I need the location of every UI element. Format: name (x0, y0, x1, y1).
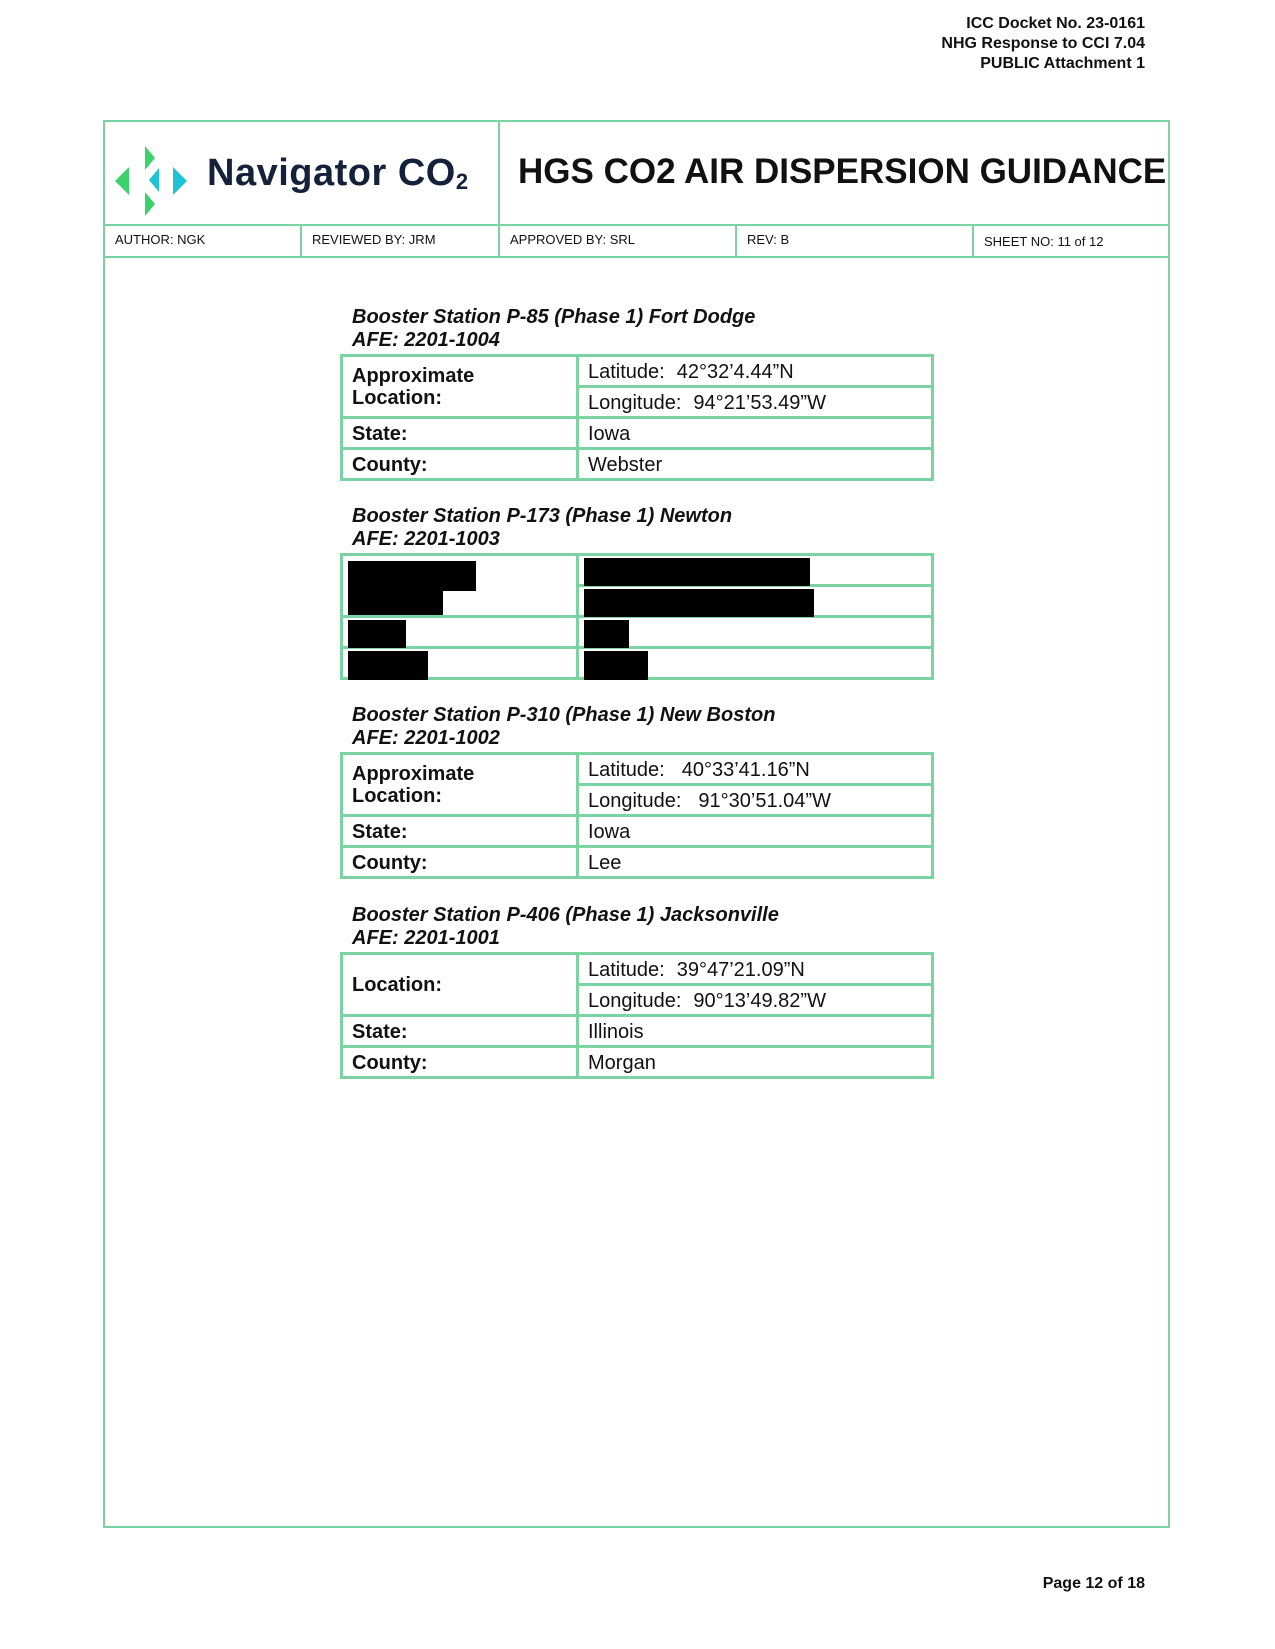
station-table (340, 952, 934, 1079)
state-value: Illinois (578, 1016, 933, 1047)
redacted-longitude (578, 586, 933, 617)
station-title: Booster Station P-406 (Phase 1) Jacksonville (352, 904, 779, 926)
station-newton (340, 505, 934, 680)
page-number: Page 12 of 18 (1042, 1575, 1145, 1592)
station-new-boston (340, 704, 934, 879)
station-table (340, 752, 934, 879)
logo-wordmark: Navigator $CO_2$ (207, 152, 469, 194)
navigator-logo-icon (115, 146, 189, 216)
redacted-state-value (578, 617, 933, 648)
state-label: State: (342, 418, 578, 449)
reviewed-cell: REVIEWED BY: JRM (300, 224, 498, 256)
docket-attachment: PUBLIC Attachment 1 (980, 55, 1145, 72)
redacted-county-value (578, 648, 933, 679)
logo-cell (105, 122, 500, 224)
redacted-latitude (578, 555, 933, 586)
rev-cell: REV: B (735, 224, 972, 256)
station-afe: AFE: 2201-1002 (352, 727, 500, 749)
redacted-county-label (342, 648, 578, 679)
state-value: Iowa (578, 418, 933, 449)
longitude-cell: Longitude: 90°13’49.82”W (578, 985, 933, 1016)
latitude-cell: Latitude: 42°32’4.44”N (578, 356, 933, 387)
longitude-cell: Longitude: 91°30’51.04”W (578, 785, 933, 816)
station-jacksonville (340, 904, 934, 1079)
location-label: Approximate Location: (342, 356, 578, 418)
redacted-location-label (342, 555, 578, 617)
location-label: Location: (342, 954, 578, 1016)
station-afe: AFE: 2201-1004 (352, 329, 500, 351)
county-value: Morgan (578, 1047, 933, 1078)
county-label: County: (342, 847, 578, 878)
state-label: State: (342, 816, 578, 847)
approval-row (105, 224, 1168, 258)
docket-number: ICC Docket No. 23-0161 (966, 15, 1145, 32)
docket-header (941, 14, 1145, 74)
station-title: Booster Station P-85 (Phase 1) Fort Dodge (352, 306, 756, 328)
docket-response: NHG Response to CCI 7.04 (941, 35, 1145, 52)
station-title: Booster Station P-173 (Phase 1) Newton (352, 505, 733, 527)
latitude-cell: Latitude: 40°33’41.16”N (578, 754, 933, 785)
location-label: Approximate Location: (342, 754, 578, 816)
county-value: Lee (578, 847, 933, 878)
state-label: State: (342, 1016, 578, 1047)
approved-cell: APPROVED BY: SRL (498, 224, 735, 256)
county-label: County: (342, 1047, 578, 1078)
station-afe: AFE: 2201-1003 (352, 528, 500, 550)
document-title: HGS CO2 AIR DISPERSION GUIDANCE (518, 152, 1167, 191)
station-title: Booster Station P-310 (Phase 1) New Boston (352, 704, 776, 726)
author-cell: AUTHOR: NGK (115, 232, 206, 247)
longitude-cell: Longitude: 94°21’53.49”W (578, 387, 933, 418)
station-table (340, 354, 934, 481)
county-value: Webster (578, 449, 933, 480)
station-fort-dodge (340, 306, 934, 481)
latitude-cell: Latitude: 39°47’21.09”N (578, 954, 933, 985)
redacted-state-label (342, 617, 578, 648)
station-afe: AFE: 2201-1001 (352, 927, 500, 949)
document-header (105, 122, 1168, 226)
county-label: County: (342, 449, 578, 480)
sheet-cell: SHEET NO: 11 of 12 (972, 224, 1168, 256)
station-table-redacted (340, 553, 934, 680)
state-value: Iowa (578, 816, 933, 847)
